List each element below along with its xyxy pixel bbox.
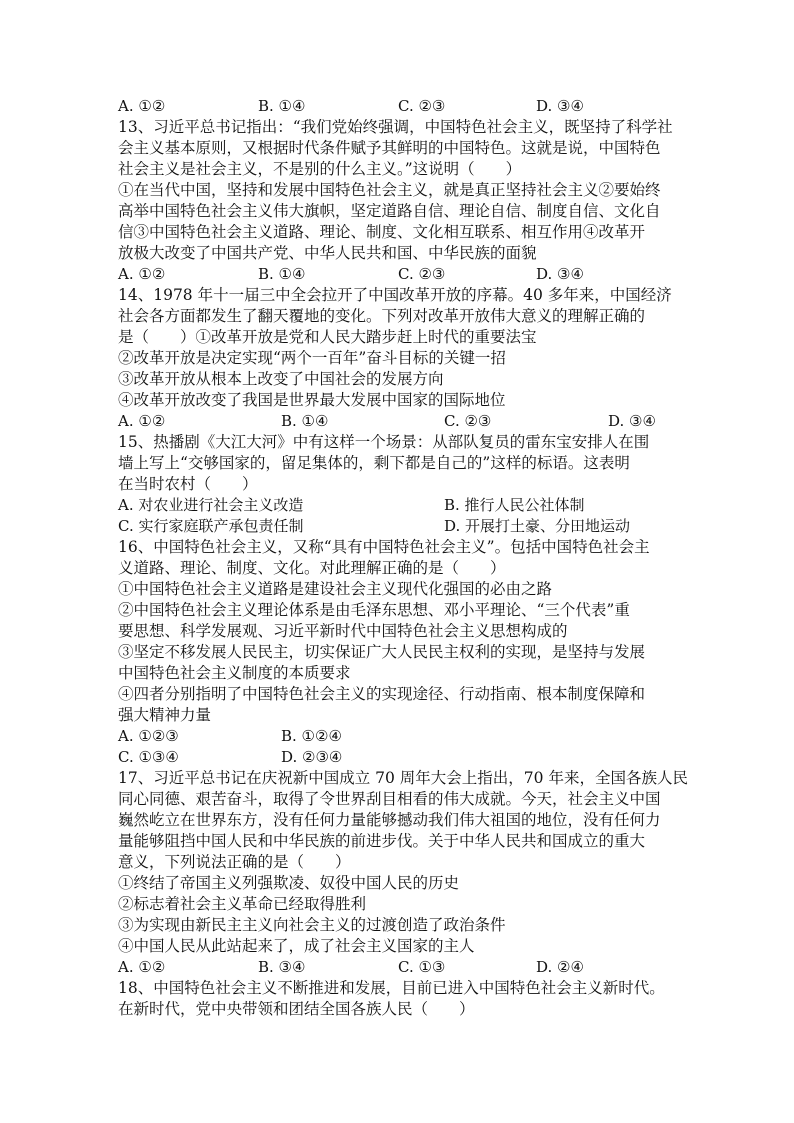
q12-option-b: B. ①④: [258, 97, 306, 115]
q17-line: 同心同德、艰苦奋斗，取得了令世界刮目相看的伟大成就。今天，社会主义中国: [118, 790, 661, 808]
q16-option-b: B. ①②④: [281, 727, 342, 745]
q14-line: ③改革开放从根本上改变了中国社会的发展方向: [118, 370, 444, 388]
q14-option-b: B. ①④: [281, 412, 329, 430]
q12-option-a: A. ①②: [118, 97, 166, 115]
q16-line: ①中国特色社会主义道路是建设社会主义现代化强国的必由之路: [118, 580, 553, 598]
q15-option-a: A. 对农业进行社会主义改造: [118, 496, 304, 514]
q13-line: 13、习近平总书记指出：“我们党始终强调，中国特色社会主义，既坚持了科学社: [118, 118, 673, 136]
q16-line: ④四者分别指明了中国特色社会主义的实现途径、行动指南、根本制度保障和: [118, 685, 646, 703]
q16-line: ③坚定不移发展人民民主，切实保证广大人民民主权利的实现，是坚持与发展: [118, 643, 646, 661]
q15-line: 在当时农村（ ）: [118, 475, 258, 493]
q13-line: 信③中国特色社会主义道路、理论、制度、文化相互联系、相互作用④改革开: [118, 223, 646, 241]
q14-option-d: D. ③④: [608, 412, 656, 430]
q12-options: [118, 96, 678, 117]
q12-option-d: D. ③④: [536, 97, 584, 115]
q17-line: ③为实现由新民主主义向社会主义的过渡创造了政治条件: [118, 916, 506, 934]
q16-options-row2: [118, 747, 678, 768]
q17-option-b: B. ③④: [258, 958, 306, 976]
q16-option-c: C. ①③④: [118, 748, 179, 766]
q13-options: [118, 264, 678, 285]
q15-option-b: B. 推行人民公社体制: [444, 496, 585, 514]
q15-options-row1: [118, 495, 678, 516]
q14-option-a: A. ①②: [118, 412, 166, 430]
q17-line: 意义，下列说法正确的是（ ）: [118, 853, 351, 871]
question-13: [118, 117, 678, 285]
q17-line: 17、习近平总书记在庆祝新中国成立 70 周年大会上指出，70 年来，全国各族人民: [118, 769, 688, 787]
question-14: [118, 285, 678, 432]
q14-line: ②改革开放是决定实现“两个一百年”奋斗目标的关键一招: [118, 349, 506, 367]
q14-options: [118, 411, 678, 432]
q16-line: 要思想、科学发展观、习近平新时代中国特色社会主义思想构成的: [118, 622, 568, 640]
q16-options-row1: [118, 726, 678, 747]
q14-line: 社会各方面都发生了翻天覆地的变化。下列对改革开放伟大意义的理解正确的: [118, 307, 646, 325]
q16-option-a: A. ①②③: [118, 727, 179, 745]
q14-line: 14、1978 年十一届三中全会拉开了中国改革开放的序幕。40 多年来，中国经济: [118, 286, 672, 304]
q13-line: 放极大改变了中国共产党、中华人民共和国、中华民族的面貌: [118, 244, 537, 262]
q16-line: ②中国特色社会主义理论体系是由毛泽东思想、邓小平理论、“三个代表”重: [118, 601, 630, 619]
q13-option-b: B. ①④: [258, 265, 306, 283]
question-17: [118, 768, 688, 978]
exam-page: [118, 96, 688, 1020]
q15-line: 墙上写上“交够国家的，留足集体的，剩下都是自己的”这样的标语。这表明: [118, 454, 630, 472]
q15-line: 15、热播剧《大江大河》中有这样一个场景：从部队复员的雷东宝安排人在围: [118, 433, 650, 451]
q16-line: 义道路、理论、制度、文化。对此理解正确的是（ ）: [118, 559, 506, 577]
question-16: [118, 537, 678, 768]
question-15: [118, 432, 678, 537]
q13-option-d: D. ③④: [536, 265, 584, 283]
q14-line: 是（ ）①改革开放是党和人民大踏步赶上时代的重要法宝: [118, 328, 537, 346]
q12-option-c: C. ②③: [398, 97, 446, 115]
q17-line: 量能够阻挡中国人民和中华民族的前进步伐。关于中华人民共和国成立的重大: [118, 832, 646, 850]
q17-line: ④中国人民从此站起来了，成了社会主义国家的主人: [118, 937, 475, 955]
q15-option-c: C. 实行家庭联产承包责任制: [118, 517, 304, 535]
q16-line: 中国特色社会主义制度的本质要求: [118, 664, 351, 682]
q18-line: 在新时代，党中央带领和团结全国各族人民（ ）: [118, 1000, 475, 1018]
q17-option-c: C. ①③: [398, 958, 446, 976]
q17-line: ①终结了帝国主义列强欺凌、奴役中国人民的历史: [118, 874, 460, 892]
q13-line: 会主义基本原则，又根据时代条件赋予其鲜明的中国特色。这就是说，中国特色: [118, 139, 661, 157]
q17-option-d: D. ②④: [536, 958, 584, 976]
q15-option-d: D. 开展打土豪、分田地运动: [444, 517, 631, 535]
q17-line: ②标志着社会主义革命已经取得胜利: [118, 895, 367, 913]
q17-option-a: A. ①②: [118, 958, 166, 976]
q13-line: 社会主义是社会主义，不是别的什么主义。”这说明（ ）: [118, 160, 522, 178]
q17-line: 巍然屹立在世界东方，没有任何力量能够撼动我们伟大祖国的地位，没有任何力: [118, 811, 661, 829]
q13-line: ①在当代中国，坚持和发展中国特色社会主义，就是真正坚持社会主义②要始终: [118, 181, 661, 199]
q16-line: 16、中国特色社会主义，又称“具有中国特色社会主义”。包括中国特色社会主: [118, 538, 650, 556]
q13-option-c: C. ②③: [398, 265, 446, 283]
q16-line: 强大精神力量: [118, 706, 212, 724]
q15-options-row2: [118, 516, 678, 537]
q16-option-d: D. ②③④: [281, 748, 343, 766]
q14-line: ④改革开放改变了我国是世界最大发展中国家的国际地位: [118, 391, 506, 409]
q13-line: 高举中国特色社会主义伟大旗帜，坚定道路自信、理论自信、制度自信、文化自: [118, 202, 661, 220]
question-18: [118, 978, 678, 1020]
q14-option-c: C. ②③: [444, 412, 492, 430]
q18-line: 18、中国特色社会主义不断推进和发展，目前已进入中国特色社会主义新时代。: [118, 979, 665, 997]
q13-option-a: A. ①②: [118, 265, 166, 283]
q17-options: [118, 957, 678, 978]
